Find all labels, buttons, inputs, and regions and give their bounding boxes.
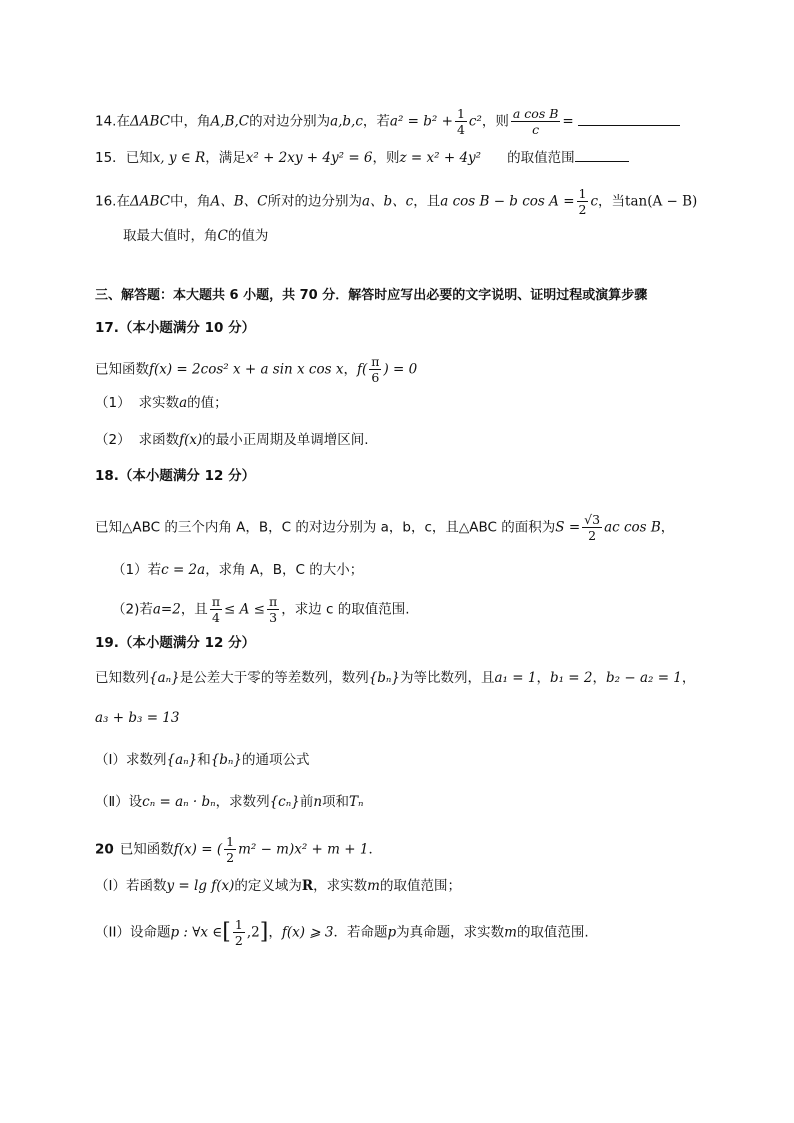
q19-text: 已知数列 [95, 670, 149, 686]
q18-fraction-low: $\frac{\pi}{4}$ [211, 594, 221, 625]
q18-text: 已知△ABC 的三个内角 A，B，C 的对边分别为 a，b，c，且△ABC 的面积为 [95, 519, 556, 536]
q19-seq-a-ref: {aₙ} [166, 752, 198, 768]
q14-text: ，则 [481, 113, 509, 130]
q14-sides: a,b,c [330, 113, 363, 130]
q20-text: 已知函数 [119, 841, 174, 858]
q15-condition: x² + 2xy + 4y² = 6 [245, 150, 373, 166]
q19-sub1-label: （Ⅰ） [95, 752, 126, 768]
q16-angle-c: C [217, 228, 228, 244]
q15-text: 的取值范围 [507, 150, 575, 166]
q19-stem-line2 [95, 708, 179, 728]
q14-fraction: $\frac{1}{4}$ [456, 106, 465, 137]
q19-text: 是公差大于零的等差数列，数列 [179, 670, 369, 686]
q17-stem [95, 354, 417, 385]
q14-equals: = [562, 113, 574, 130]
question-16 [95, 186, 697, 217]
q20-interval-tail: ,2 [246, 924, 260, 941]
q14-equation-tail: c² [468, 113, 482, 130]
q19-seq-b-ref: {bₙ} [210, 752, 242, 768]
q16-text: 所对的边分别为 [267, 193, 362, 210]
q17-text: 的值； [187, 395, 228, 411]
q17-text: 求函数 [138, 432, 180, 448]
q16-text: 中，角 [169, 193, 211, 210]
q14-triangle: ΔABC [129, 113, 170, 130]
q20-text: ． [368, 841, 382, 858]
question-14 [95, 106, 680, 137]
q17-fraction: $\frac{\pi}{6}$ [371, 354, 380, 385]
q17-var-a: a [179, 395, 188, 411]
q18-text: ， [660, 519, 675, 536]
q20-sub2-label: （II） [95, 924, 130, 941]
q15-expression: z = x² + 4y² [399, 150, 482, 166]
q20-text: 设命题 [129, 924, 171, 941]
q20-left-bracket: [ [222, 919, 231, 945]
q14-angles: A,B,C [210, 113, 250, 130]
q20-var-m: m [367, 878, 380, 894]
q15-answer-blank[interactable] [575, 147, 629, 162]
q15-number: 15． [95, 150, 126, 166]
q20-text: ， [268, 924, 282, 941]
q19-text: 项和 [322, 794, 350, 810]
q18-text: （1）若 [112, 562, 162, 578]
q20-interval-fraction: $\frac{1}{2}$ [234, 917, 243, 948]
q16-text: 取最大值时，角 [123, 228, 218, 244]
q20-sub1 [95, 876, 461, 896]
q19-seq-a: {aₙ} [149, 670, 180, 686]
q18-text: ，求角 A，B，C 的大小； [205, 562, 364, 578]
q17-separator: ， [343, 361, 357, 378]
q19-header: 19.（本小题满分 12 分） [95, 635, 256, 651]
q19-sum-t: Tₙ [349, 794, 364, 810]
q17-f-value: f( [356, 361, 368, 378]
q19-text: 设 [128, 794, 143, 810]
q20-text: 若函数 [125, 878, 167, 894]
q15-text: ，则 [372, 150, 400, 166]
q16-text: 的值为 [227, 228, 269, 244]
q18-sub1-condition: c = 2a [161, 562, 206, 578]
q17-sub1-label: （1） [95, 395, 131, 411]
q14-text: 的对边分别为 [249, 113, 331, 130]
q19-text: 和 [197, 752, 211, 768]
q20-proposition: p : ∀x ∈ [170, 924, 223, 941]
q17-f-value-tail: ) = 0 [383, 361, 418, 378]
q15-text: ，满足 [205, 150, 246, 166]
q19-text: 的通项公式 [241, 752, 310, 768]
q17-sub1 [95, 393, 228, 413]
q19-text: 前 [299, 794, 314, 810]
q20-condition: f(x) ⩾ 3 [281, 924, 334, 941]
q16-text: ，当 [598, 193, 626, 210]
q14-text: 中，角 [169, 113, 211, 130]
q20-log-function: y = lg f(x) [166, 878, 235, 894]
q19-c-definition: cₙ = aₙ · bₙ [142, 794, 216, 810]
q15-vars: x, y ∈ R [152, 150, 206, 166]
q16-number: 16. [95, 193, 117, 210]
q19-comma: ， [536, 670, 550, 686]
q18-header: 18.（本小题满分 12 分） [95, 468, 256, 484]
q18-text: ，且 [180, 601, 208, 618]
q20-text: 的取值范围. [516, 924, 589, 941]
question-15 [95, 147, 629, 168]
q14-answer-blank[interactable] [578, 111, 680, 126]
q20-function-tail: m² − m)x² + m + 1 [238, 841, 369, 858]
q16-text: ，且 [413, 193, 441, 210]
q19-cond-4: a₃ + b₃ = 13 [95, 710, 180, 726]
q18-fraction: $\frac{√3}{2}$ [584, 512, 601, 543]
question-20 [95, 834, 382, 865]
q19-comma: ， [592, 670, 606, 686]
q17-header: 17.（本小题满分 10 分） [95, 320, 256, 336]
q18-sub2 [112, 594, 410, 625]
q18-text: ，求边 c 的取值范围. [281, 601, 410, 618]
q20-text: 的定义域为 [234, 878, 302, 894]
q20-fraction: $\frac{1}{2}$ [226, 834, 235, 865]
q19-cond-3: b₂ − a₂ = 1 [606, 670, 682, 686]
q19-text: 为等比数列，且 [400, 670, 495, 686]
q19-var-n: n [313, 794, 323, 810]
q14-number: 14. [95, 113, 117, 130]
q16-tan-expression: tan(A − B) [625, 193, 698, 210]
q20-function: f(x) = ( [173, 841, 223, 858]
q20-text: 的取值范围； [379, 878, 461, 894]
q18-sub2-condition: a=2 [152, 601, 181, 618]
q16-condition-tail: c [590, 193, 599, 210]
q19-sub2-label: （Ⅱ） [95, 794, 129, 810]
q19-cond-1: a₁ = 1 [494, 670, 537, 686]
q20-sub1-label: （I） [95, 878, 126, 894]
q19-sub1 [95, 750, 309, 770]
q20-var-m: m [504, 924, 517, 941]
q17-function-ref: f(x) [179, 432, 203, 448]
q17-text: 的最小正周期及单调增区间. [202, 432, 369, 448]
q18-area-lhs: S = [555, 519, 581, 536]
q19-stem [95, 668, 695, 688]
q19-text: ，求数列 [215, 794, 270, 810]
q17-text: 已知函数 [95, 361, 149, 378]
q20-right-bracket: ] [259, 919, 269, 945]
q16-condition: a cos B − b cos A = [440, 193, 575, 210]
q18-text: （2)若 [112, 601, 153, 618]
q19-text: 求数列 [125, 752, 167, 768]
q16-fraction: $\frac{1}{2}$ [578, 186, 587, 217]
q19-cond-2: b₁ = 2 [549, 670, 593, 686]
q20-var-p: p [387, 924, 397, 941]
q20-text: 为真命题，求实数 [396, 924, 505, 941]
q18-inequality: ≤ A ≤ [224, 601, 265, 618]
q20-sub2 [95, 917, 589, 948]
q20-text: ，求实数 [313, 878, 368, 894]
q19-seq-b: {bₙ} [368, 670, 400, 686]
q14-equation: a² = b² + [389, 113, 453, 130]
q17-sub2 [95, 430, 369, 450]
q19-comma: ， [681, 670, 696, 686]
q16-text: 在 [116, 193, 130, 210]
q16-triangle: ΔABC [129, 193, 170, 210]
q17-function: f(x) = 2cos² x + a sin x cos x [149, 361, 344, 378]
q16-angles: A、B、C [210, 193, 268, 210]
q18-stem [95, 512, 674, 543]
q18-fraction-high: $\frac{\pi}{3}$ [269, 594, 278, 625]
q18-sub1 [112, 560, 363, 580]
question-16-line2 [123, 226, 268, 246]
q17-text: 求实数 [138, 395, 180, 411]
section-3-title: 三、解答题：本大题共 6 小题，共 70 分．解答时应写出必要的文字说明、证明过程或演算步骤 [95, 288, 648, 303]
q20-number: 20 [95, 841, 114, 858]
q18-area-rhs: ac cos B [604, 519, 661, 536]
q19-sub2 [95, 792, 364, 812]
q14-text: ，若 [362, 113, 390, 130]
q16-sides: a、b、c [361, 193, 414, 210]
q14-ratio: $\frac{\text{a cos B}}{c}$ [512, 106, 559, 137]
q14-text: 在 [116, 113, 130, 130]
q19-seq-c: {cₙ} [269, 794, 300, 810]
q20-real-set: R [301, 878, 314, 894]
q20-text: ．若命题 [333, 924, 388, 941]
q15-text: 已知 [125, 150, 153, 166]
q17-sub2-label: （2） [95, 432, 131, 448]
